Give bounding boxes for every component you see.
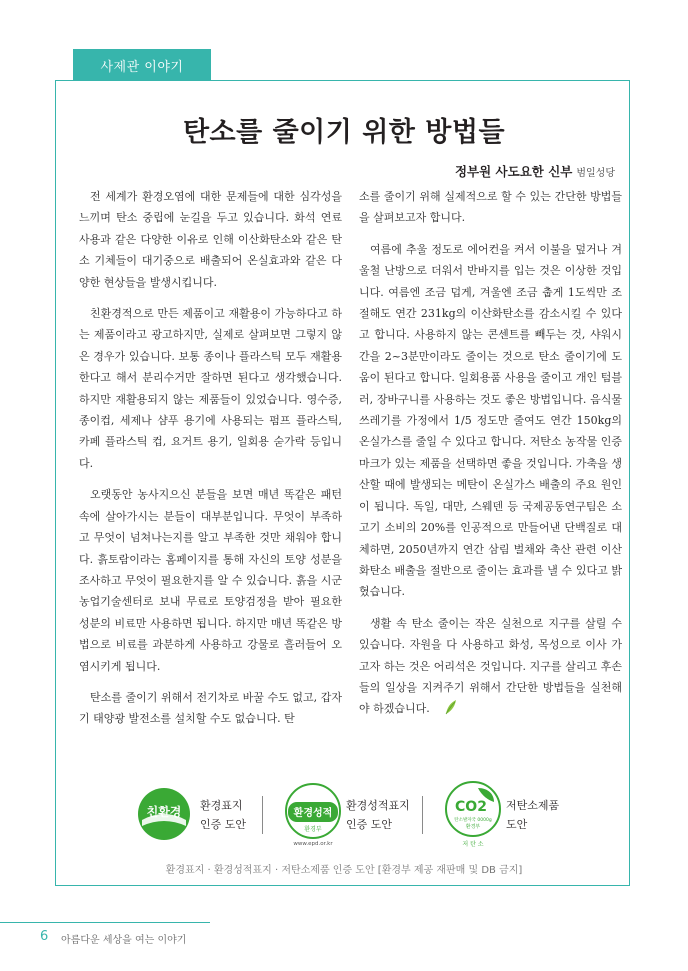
low-carbon-logo xyxy=(444,780,502,854)
logo-mark-sub: 환경부 xyxy=(155,828,173,835)
logo-mark-url: www.epd.or.kr xyxy=(293,841,333,847)
magazine-title: 아름다운 세상을 여는 이야기 xyxy=(61,935,187,946)
article-title: 탄소를 줄이기 위한 방법들 xyxy=(182,117,506,148)
logo-caption: 환경표지 · 환경성적표지 · 저탄소제품 인증 도안 [환경부 제공 재판매 및 DB 금지] xyxy=(165,865,523,876)
logo-mark-ring: 저 탄 소 xyxy=(462,841,484,848)
leaf-icon xyxy=(433,699,458,722)
logo-mark-text: 환경성적 xyxy=(293,808,333,819)
article-column-right xyxy=(359,186,622,733)
paragraph: 소를 줄이기 위해 실제적으로 할 수 있는 간단한 방법들을 살펴보고자 합니다. xyxy=(359,190,622,225)
paragraph: 친환경적으로 만든 제품이고 재활용이 가능하다고 하는 제품이라고 광고하지만, 실제로 살펴보면 그렇지 않은 경우가 있습니다. 보통 종이나 플라스틱 모두 재활용한다고 해서 분리수거만 잘하면 된다고 생각했습니다. 하지만 재활용되지 않는 제품들이 있었습니다. 영수증, 종이컵, 세제나 샴푸 용기에 사용되는 펌프 플라스틱, 카페 플라스틱 컵, 요거트 용기, 일회용 숟가락 등입니다. xyxy=(79,307,342,470)
paragraph: 오랫동안 농사지으신 분들을 보면 매년 똑같은 패턴 속에 살아가시는 분들이 대부분입니다. 무엇이 부족하고 무엇이 넘쳐나는지를 알고 부족한 것만 채워야 합니다. 흙토람이라는 홈페이지를 통해 자신의 토양 성분을 조사하고 무엇이 필요한지를 알 수 있습니다. 흙을 시군농업기술센터로 보내 무료로 토양검정을 받아 필요한 성분의 비료만 사용하면 됩니다. 하지만 매년 똑같은 방법으로 비료를 과분하게 사용하고 강물로 흘러들어 오염시키게 됩니다. xyxy=(79,488,342,673)
logo-label-line: 도안 xyxy=(506,818,528,831)
divider xyxy=(422,796,423,834)
logo-label-line: 환경표지 xyxy=(200,799,243,812)
logo-label xyxy=(200,796,246,834)
author-name: 정부원 사도요한 신부 xyxy=(454,164,573,179)
paragraph-text: 생활 속 탄소 줄이는 작은 실천으로 지구를 살릴 수 있습니다. 자원을 다 사용하고 화성, 목성으로 이사 가고자 하는 것은 어리석은 것입니다. 지구를 살리고 후손들의 일상을 지켜주기 위해서 간단한 방법들을 실천해야 하겠습니다. xyxy=(359,616,622,716)
divider xyxy=(262,796,263,834)
paragraph-final xyxy=(359,613,622,723)
logo-mark-sub: 환경부 xyxy=(465,824,481,830)
logo-label-line: 인증 도안 xyxy=(346,818,393,831)
section-tab: 사제관 이야기 xyxy=(73,49,211,81)
logo-mark-sub: 환경부 xyxy=(304,826,322,833)
paragraph: 여름에 추울 정도로 에어컨을 켜서 이불을 덮거나 겨울철 난방으로 더워서 반바지를 입는 것은 이상한 것입니다. 여름엔 조금 덥게, 겨울엔 조금 춥게 1도씩만 조절해도 연간 231kg의 이산화탄소를 감소시킬 수 있다고 합니다. 사용하지 않는 콘센트를 빼두는 것, 샤워시간을 2~3분만이라도 줄이는 것으로 탄소 줄이기에 도움이 된다고 합니다. 일회용품 사용을 줄이고 개인 텀블러, 장바구니를 사용하는 것도 좋은 방법입니다. 음식물 쓰레기를 가정에서 1/5 정도만 줄여도 연간 150kg의 온실가스를 줄일 수 있다고 합니다. 저탄소 농작물 인증 마크가 있는 제품을 선택하면 좋을 것입니다. 가축을 생산할 때에 발생되는 메탄이 온실가스 배출의 주요 원인이 됩니다. 독일, 대만, 스웨덴 등 국제공동연구팀은 소고기 소비의 20%를 인공적으로 만들어낸 단백질로 대체하면, 2050년까지 연간 삼림 벌채와 축산 관련 이산화탄소 배출을 절반으로 줄이는 효과를 낼 수 있다고 밝혔습니다. xyxy=(359,242,622,599)
logo-label xyxy=(506,796,559,834)
paragraph: 탄소를 줄이기 위해서 전기차로 바꿀 수도 없고, 갑자기 태양광 발전소를 설치할 수도 없습니다. 탄 xyxy=(79,690,342,726)
certification-logos xyxy=(0,776,688,856)
author-parish: 범일성당 xyxy=(576,168,615,179)
page-number: 6 xyxy=(40,929,49,944)
logo-mark-sub-small: 탄소발자국 0000g xyxy=(454,818,492,823)
logo-mark-text: 친환경 xyxy=(146,805,182,819)
logo-label-line: 환경성적표지 xyxy=(346,799,410,812)
eco-label-logo xyxy=(136,786,192,846)
logo-label-line: 인증 도안 xyxy=(200,818,247,831)
footer-divider xyxy=(0,922,210,923)
epd-label-logo xyxy=(284,782,342,852)
logo-label-line: 저탄소제품 xyxy=(506,799,560,812)
article-column-left xyxy=(79,186,342,740)
logo-label xyxy=(346,796,410,834)
logo-mark-text: CO2 xyxy=(455,799,487,815)
author-byline xyxy=(455,162,615,180)
paragraph: 전 세계가 환경오염에 대한 문제들에 대한 심각성을 느끼며 탄소 중립에 눈길을 두고 있습니다. 화석 연료 사용과 같은 다양한 이유로 인해 이산화탄소와 같은 탄소 기체들이 대기중으로 배출되어 온실효과와 같은 다양한 현상들을 발생시킵니다. xyxy=(79,190,342,289)
